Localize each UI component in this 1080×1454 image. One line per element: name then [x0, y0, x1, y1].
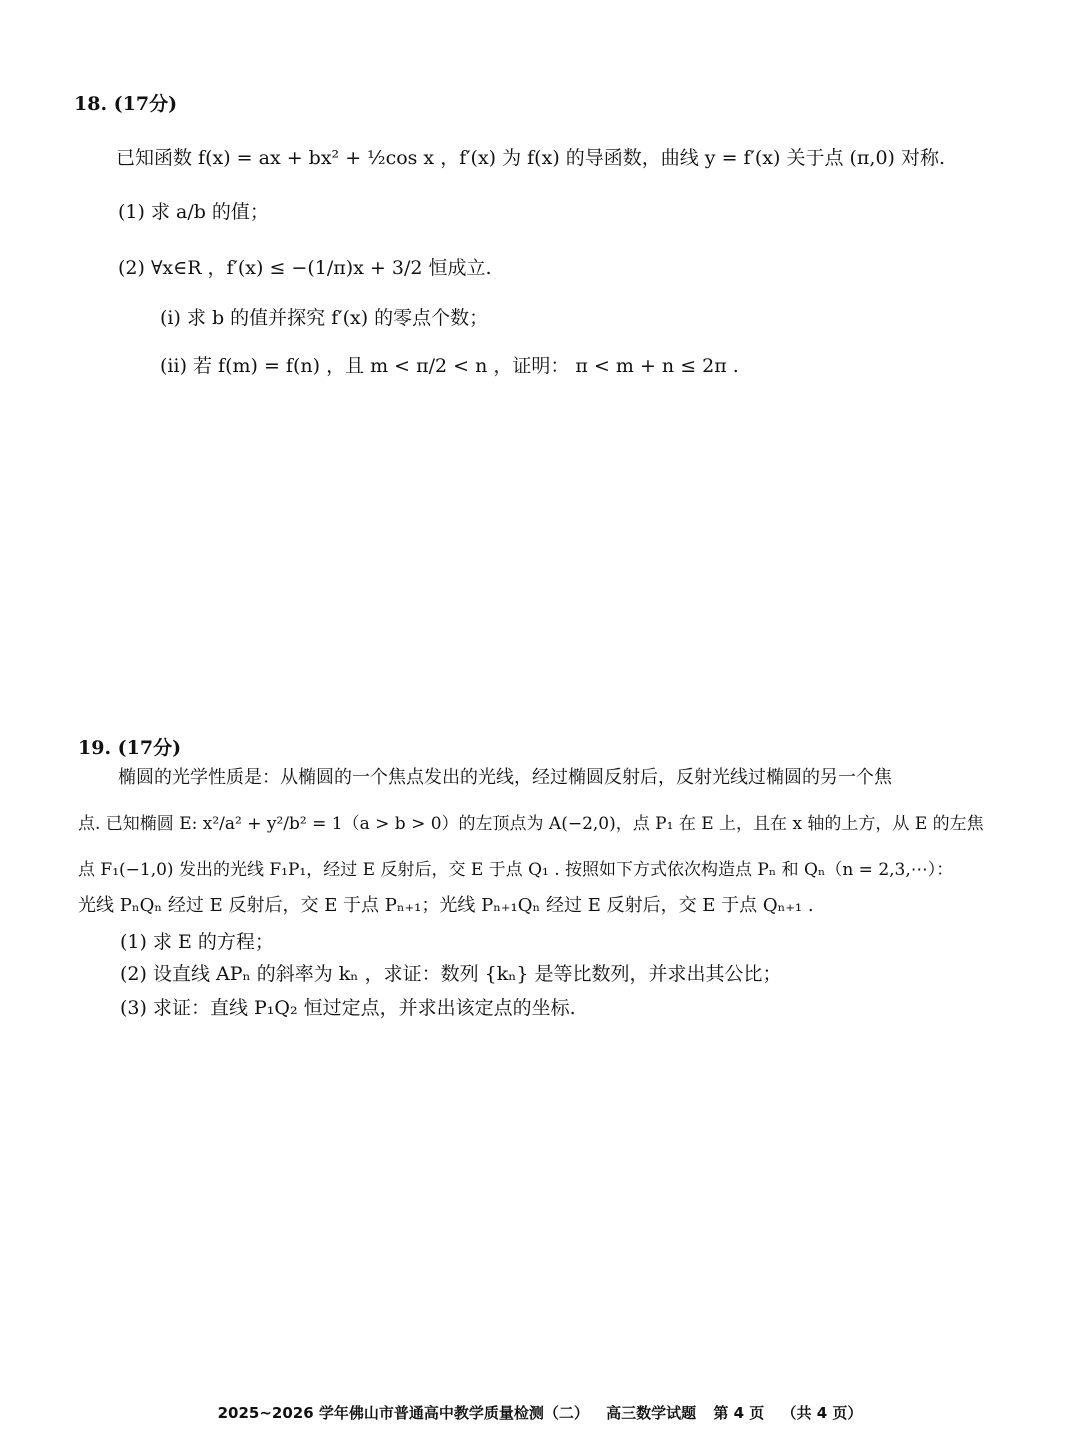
q18-part1: (1) 求 a/b 的值； — [118, 201, 269, 223]
q19-header: 19. (17分) — [78, 737, 182, 759]
q18-part2-i: (ⅰ) 求 b 的值并探究 f′(x) 的零点个数； — [160, 307, 489, 329]
q19-part1: (1) 求 E 的方程； — [120, 931, 274, 953]
q19-line4: 光线 PₙQₙ 经过 E 反射后，交 E 于点 Pₙ₊₁；光线 Pₙ₊₁Qₙ 经过 E 反射后，交 E 于点 Qₙ₊₁ . — [78, 895, 814, 916]
q18-stem: 已知函数 f(x) = ax + bx² + ½cos x ，f′(x) 为 f(x) 的导函数，曲线 y = f′(x) 关于点 (π,0) 对称. — [116, 147, 946, 169]
footer-subject: 高三数学试题 — [606, 1404, 697, 1422]
footer-total: （共 4 页） — [781, 1404, 863, 1422]
page-footer — [0, 1402, 1080, 1423]
q19-part2: (2) 设直线 APₙ 的斜率为 kₙ ，求证：数列 {kₙ} 是等比数列，并求出其公比； — [120, 963, 782, 985]
footer-exam: 2025~2026 学年佛山市普通高中教学质量检测（二） — [217, 1404, 589, 1422]
q19-line3: 点 F₁(−1,0) 发出的光线 F₁P₁，经过 E 反射后，交 E 于点 Q₁ . 按照如下方式依次构造点 Pₙ 和 Qₙ（n = 2,3,⋯）： — [78, 860, 954, 880]
q19-line1: 椭圆的光学性质是：从椭圆的一个焦点发出的光线，经过椭圆反射后，反射光线过椭圆的另一个焦 — [118, 767, 892, 788]
footer-page: 第 4 页 — [713, 1404, 765, 1422]
q19-part3: (3) 求证：直线 P₁Q₂ 恒过定点，并求出该定点的坐标. — [120, 997, 576, 1019]
q18-header: 18. (17分) — [74, 93, 178, 115]
q18-part2: (2) ∀x∈R ，f′(x) ≤ −(1/π)x + 3/2 恒成立. — [118, 257, 492, 279]
q19-line2: 点. 已知椭圆 E: x²/a² + y²/b² = 1（a > b > 0）的左顶点为 A(−2,0)，点 P₁ 在 E 上，且在 x 轴的上方，从 E 的左焦 — [78, 814, 984, 834]
q18-part2-ii: (ⅱ) 若 f(m) = f(n) ，且 m < π/2 < n ，证明： π < m + n ≤ 2π . — [160, 355, 739, 377]
